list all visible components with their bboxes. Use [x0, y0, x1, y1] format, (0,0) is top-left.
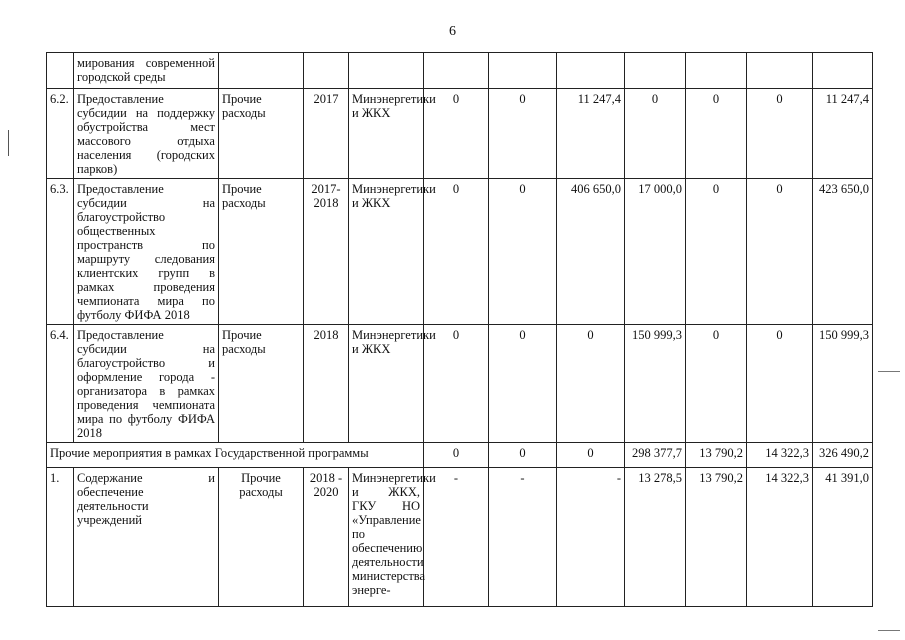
item-source: Прочие расходы — [219, 89, 304, 179]
table-row-section — [47, 443, 873, 468]
value-2: 0 — [489, 325, 557, 443]
item-source: Прочие расходы — [219, 468, 304, 607]
value-6: 0 — [747, 89, 813, 179]
table-row — [47, 89, 873, 179]
value-4: 17 000,0 — [625, 179, 686, 325]
item-name: мирования современной городской среды — [74, 53, 219, 89]
value-1: - — [424, 468, 489, 607]
item-executor: Минэнергетики и ЖКХ — [349, 89, 424, 179]
value-5: 0 — [686, 89, 747, 179]
scan-mark-right — [878, 371, 900, 372]
page-number: 6 — [449, 24, 456, 39]
value-total: 150 999,3 — [813, 325, 873, 443]
table-row — [47, 325, 873, 443]
value-5: 13 790,2 — [686, 468, 747, 607]
item-name: Содержание и обеспечение деятельности учреждений — [74, 468, 219, 607]
value-5: 0 — [686, 179, 747, 325]
value-total: 11 247,4 — [813, 89, 873, 179]
value-3: 406 650,0 — [557, 179, 625, 325]
item-source: Прочие расходы — [219, 325, 304, 443]
value-3: 0 — [557, 443, 625, 468]
value-1: 0 — [424, 443, 489, 468]
value-2: 0 — [489, 89, 557, 179]
value-3: 11 247,4 — [557, 89, 625, 179]
value-2: 0 — [489, 179, 557, 325]
item-name: Предоставление субсидии на благоустройство и оформление города - организатора в рамках проведения чемпионата мира по футболу ФИФА 2018 — [74, 325, 219, 443]
value-3: 0 — [557, 325, 625, 443]
item-executor: Минэнергетики и ЖКХ — [349, 179, 424, 325]
item-number: 6.3. — [47, 179, 74, 325]
item-name: Предоставление субсидии на благоустройство общественных пространств по маршруту следования клиентских групп в рамках проведения чемпионата мира по футболу ФИФА 2018 — [74, 179, 219, 325]
program-table — [46, 52, 873, 607]
value-1: 0 — [424, 179, 489, 325]
item-years: 2018 - 2020 — [304, 468, 349, 607]
table-row — [47, 468, 873, 607]
value-6: 0 — [747, 325, 813, 443]
scan-mark-left — [8, 130, 9, 156]
value-4: 0 — [625, 89, 686, 179]
scan-mark-right-bottom — [878, 630, 900, 631]
value-4: 150 999,3 — [625, 325, 686, 443]
value-1: 0 — [424, 325, 489, 443]
value-3: - — [557, 468, 625, 607]
value-5: 0 — [686, 325, 747, 443]
table-row — [47, 179, 873, 325]
value-total: 423 650,0 — [813, 179, 873, 325]
value-5: 13 790,2 — [686, 443, 747, 468]
item-years: 2017 — [304, 89, 349, 179]
value-1: 0 — [424, 89, 489, 179]
item-number: 6.2. — [47, 89, 74, 179]
item-executor: Минэнергетики и ЖКХ, ГКУ НО «Управление по обеспечению деятельности министерства энерге- — [349, 468, 424, 607]
item-number: 1. — [47, 468, 74, 607]
item-source: Прочие расходы — [219, 179, 304, 325]
value-total: 326 490,2 — [813, 443, 873, 468]
value-6: 14 322,3 — [747, 468, 813, 607]
value-total: 41 391,0 — [813, 468, 873, 607]
item-years: 2018 — [304, 325, 349, 443]
section-label: Прочие мероприятия в рамках Государственной программы — [47, 443, 424, 468]
value-6: 14 322,3 — [747, 443, 813, 468]
item-name: Предоставление субсидии на поддержку обустройства мест массового отдыха населения (городских парков) — [74, 89, 219, 179]
table-row-continuation — [47, 53, 873, 89]
value-4: 13 278,5 — [625, 468, 686, 607]
item-number: 6.4. — [47, 325, 74, 443]
value-2: 0 — [489, 443, 557, 468]
value-6: 0 — [747, 179, 813, 325]
value-4: 298 377,7 — [625, 443, 686, 468]
item-years: 2017-2018 — [304, 179, 349, 325]
item-executor: Минэнергетики и ЖКХ — [349, 325, 424, 443]
value-2: - — [489, 468, 557, 607]
